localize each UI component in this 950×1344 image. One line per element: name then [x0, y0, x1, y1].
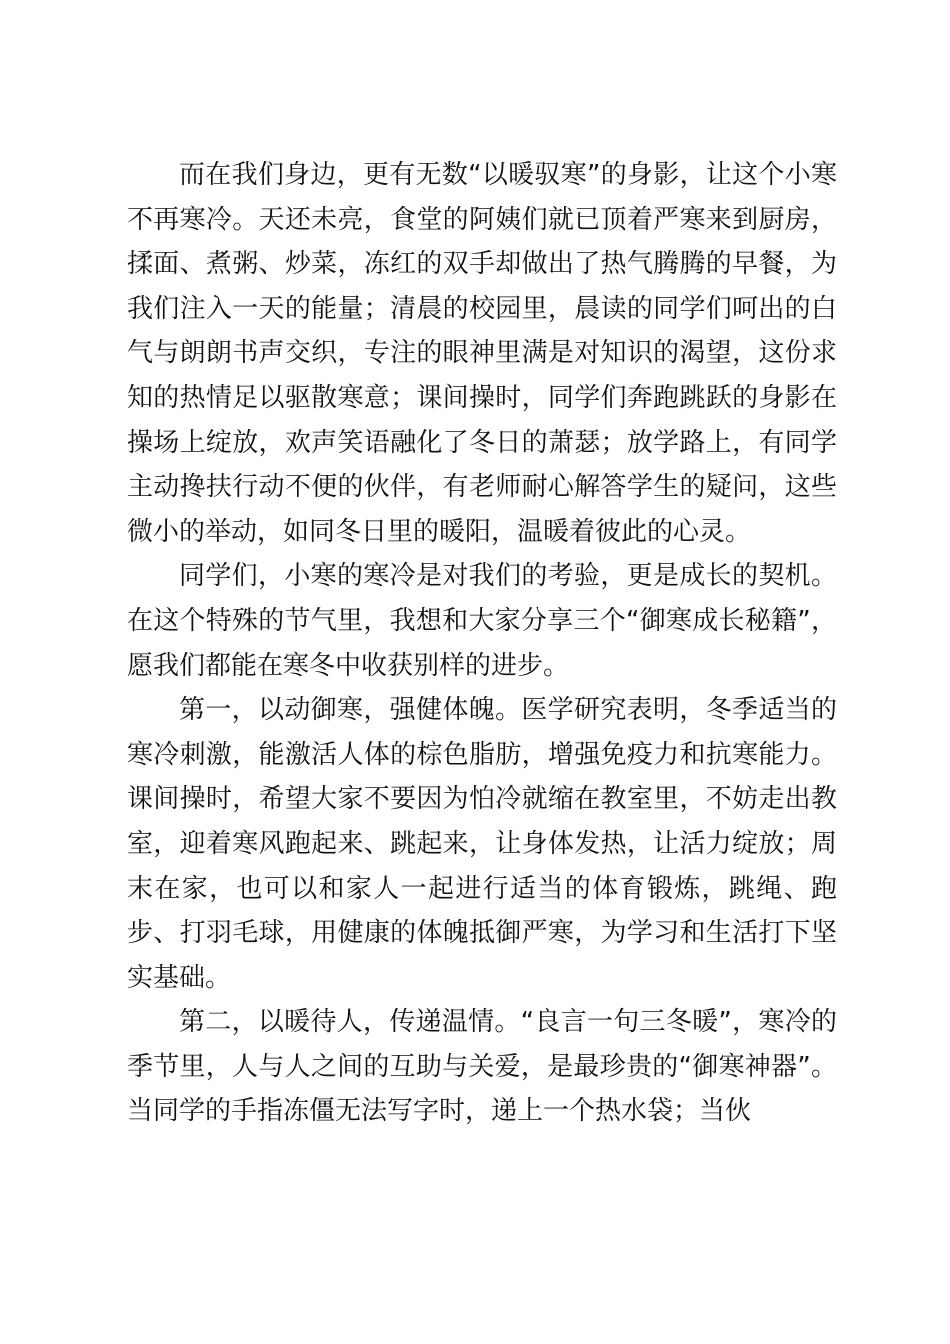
paragraph: 第二，以暖待人，传递温情。“良言一句三冬暖”，寒冷的季节里，人与人之间的互助与关爱，是最珍贵的“御寒神器”。当同学的手指冻僵无法写字时，递上一个热水袋；当伙 [127, 1007, 837, 1127]
paragraph: 同学们，小寒的寒冷是对我们的考验，更是成长的契机。在这个特殊的节气里，我想和大家分享三个“御寒成长秘籍”，愿我们都能在寒冬中收获别样的进步。 [127, 561, 837, 681]
document-body [127, 153, 837, 1134]
paragraph: 而在我们身边，更有无数“以暖驭寒”的身影，让这个小寒不再寒冷。天还未亮，食堂的阿姨们就已顶着严寒来到厨房，揉面、煮粥、炒菜，冻红的双手却做出了热气腾腾的早餐，为我们注入一天的能量；清晨的校园里，晨读的同学们呵出的白气与朗朗书声交织，专注的眼神里满是对知识的渴望，这份求知的热情足以驱散寒意；课间操时，同学们奔跑跳跃的身影在操场上绽放，欢声笑语融化了冬日的萧瑟；放学路上，有同学主动搀扶行动不便的伙伴，有老师耐心解答学生的疑问，这些微小的举动，如同冬日里的暖阳，温暖着彼此的心灵。 [127, 160, 837, 547]
paragraph: 第一，以动御寒，强健体魄。医学研究表明，冬季适当的寒冷刺激，能激活人体的棕色脂肪，增强免疫力和抗寒能力。课间操时，希望大家不要因为怕冷就缩在教室里，不妨走出教室，迎着寒风跑起来、跳起来，让身体发热，让活力绽放；周末在家，也可以和家人一起进行适当的体育锻炼，跳绳、跑步、打羽毛球，用健康的体魄抵御严寒，为学习和生活打下坚实基础。 [127, 695, 837, 993]
